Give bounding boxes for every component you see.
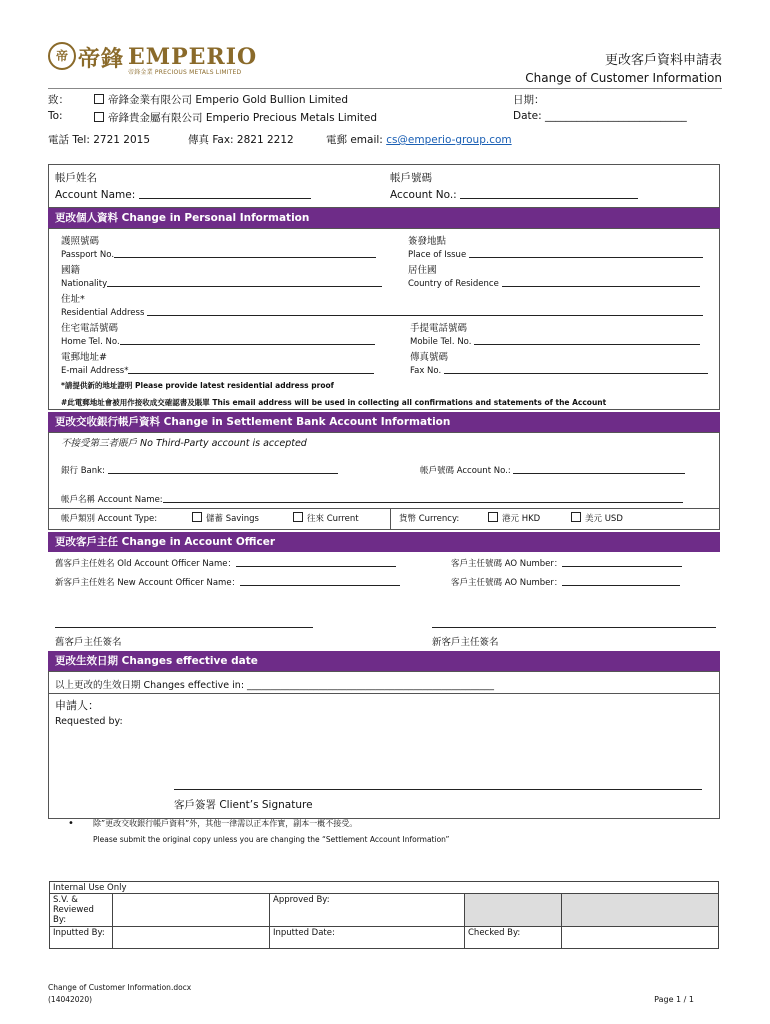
residence-cn: 居住國 (408, 265, 437, 276)
account-box (48, 164, 720, 208)
email-addr-field[interactable]: E-mail Address* (61, 364, 374, 376)
new-ao-number-field[interactable]: 客戶主任號碼 AO Number： (451, 576, 680, 588)
bank-type-separator (390, 508, 391, 530)
new-officer-field[interactable]: 新客戶主任姓名 New Account Officer Name： (55, 576, 400, 588)
address-proof-note: *請提供新的地址證明 Please provide latest residential address proof (61, 381, 334, 390)
bullet-icon: • (68, 818, 74, 829)
logo-seal-icon: 帝 (48, 42, 76, 70)
company-logo (48, 40, 258, 80)
header-divider (48, 88, 722, 89)
footer-page: Page 1 / 1 (654, 995, 694, 1004)
approved-by-label: Approved By: (270, 894, 465, 927)
to-option-gold[interactable]: 帝鋒金業有限公司 Emperio Gold Bullion Limited (94, 92, 348, 107)
passport-cn: 護照號碼 (61, 236, 100, 247)
tel-text: 電話 Tel: 2721 2015 (48, 134, 151, 146)
issue-field[interactable]: Place of Issue (408, 248, 703, 260)
to-label-cn: 致： (48, 94, 69, 106)
inputted-by-label: Inputted By: (50, 927, 113, 949)
account-name-field[interactable]: Account Name: (55, 189, 311, 201)
personal-info-header: 更改個人資料 Change in Personal Information (48, 208, 720, 228)
hkd-checkbox[interactable] (488, 512, 498, 522)
savings-checkbox[interactable] (192, 512, 202, 522)
fax-text: 傳真 Fax: 2821 2212 (188, 134, 294, 146)
email-contact: 電郵 email: cs@emperio-group.com (326, 134, 512, 146)
usd-option[interactable]: 美元 USD (571, 512, 623, 524)
mobile-cn: 手提電話號碼 (410, 323, 468, 334)
logo-chinese: 帝鋒 (78, 47, 125, 72)
checked-by-cell[interactable] (562, 927, 719, 949)
logo-subtitle: 帝鋒金業 PRECIOUS METALS LIMITED (128, 69, 242, 76)
issue-cn: 簽發地點 (408, 236, 447, 247)
footer-filename: Change of Customer Information.docx (48, 983, 192, 992)
old-officer-signature-line[interactable] (55, 627, 313, 628)
approved-blank-cell-2 (562, 894, 719, 927)
account-name-cn: 帳戶姓名 (55, 172, 97, 184)
savings-option[interactable]: 儲蓄 Savings (192, 512, 259, 524)
client-signature-line[interactable] (174, 789, 702, 790)
date-field[interactable]: Date: ___________________________ (513, 110, 687, 122)
to-option-precious[interactable]: 帝鋒貴金屬有限公司 Emperio Precious Metals Limited (94, 110, 377, 125)
email-link[interactable]: cs@emperio-group.com (386, 134, 512, 146)
email-addr-cn: 電郵地址# (61, 352, 107, 363)
new-officer-signature-line[interactable] (432, 627, 716, 628)
internal-use-title: Internal Use Only (50, 882, 719, 894)
bank-account-name-field[interactable]: 帳戶名稱 Account Name: (61, 493, 683, 505)
nationality-field[interactable]: Nationality (61, 277, 382, 289)
officer-header: 更改客戶主任 Change in Account Officer (48, 532, 720, 552)
fax-no-cn: 傳真號碼 (410, 352, 449, 363)
third-party-note: 不接受第三者賬戶 No Third-Party account is accepted (61, 438, 307, 449)
to-label-en: To: (48, 110, 63, 122)
inputted-date-label: Inputted Date: (270, 927, 465, 949)
current-checkbox[interactable] (293, 512, 303, 522)
passport-field[interactable]: Passport No. (61, 248, 376, 260)
sv-reviewed-label: S.V. & Reviewed By: (50, 894, 113, 927)
checkbox-gold[interactable] (94, 94, 104, 104)
client-signature-label: 客戶簽署 Client’s Signature (174, 799, 313, 811)
requester-cn: 申請人： (55, 699, 99, 712)
remark-cn: 除”更改交收銀行帳戶資料”外，其他一律需以正本作實，副本一概不接受。 (93, 819, 358, 828)
checkbox-precious[interactable] (94, 112, 104, 122)
bank-account-no-field[interactable]: 帳戶號碼 Account No.: (420, 464, 685, 476)
bank-type-divider (48, 508, 720, 509)
currency-label: 貨幣 Currency: (399, 514, 460, 524)
footer-version: (14042020) (48, 995, 93, 1004)
old-ao-number-field[interactable]: 客戶主任號碼 AO Number： (451, 557, 682, 569)
effective-divider (48, 693, 720, 694)
effective-date-header: 更改生效日期 Changes effective date (48, 651, 720, 671)
bank-field[interactable]: 銀行 Bank: (61, 464, 338, 476)
checked-by-label: Checked By: (465, 927, 562, 949)
old-officer-field[interactable]: 舊客戶主任姓名 Old Account Officer Name： (55, 557, 396, 569)
hkd-option[interactable]: 港元 HKD (488, 512, 540, 524)
remark-en: Please submit the original copy unless you are changing the “Settlement Account Information” (93, 835, 450, 844)
old-officer-signature-label: 舊客戶主任簽名 (55, 637, 122, 648)
effective-date-field[interactable]: 以上更改的生效日期 Changes effective in: ____________________________________________________ (55, 680, 495, 691)
residence-field[interactable]: Country of Residence (408, 277, 700, 289)
home-tel-cn: 住宅電話號碼 (61, 323, 119, 334)
fax-no-field[interactable]: Fax No. (410, 364, 708, 376)
form-title-cn: 更改客戶資料申請表 (604, 53, 722, 68)
approved-blank-cell (465, 894, 562, 927)
mobile-field[interactable]: Mobile Tel. No. (410, 335, 700, 347)
address-field[interactable]: Residential Address (61, 306, 703, 318)
date-label-cn: 日期： (513, 94, 545, 106)
address-cn: 住址* (61, 294, 85, 305)
current-option[interactable]: 往來 Current (293, 512, 359, 524)
internal-use-table (49, 881, 719, 949)
inputted-by-cell[interactable] (113, 927, 270, 949)
usd-checkbox[interactable] (571, 512, 581, 522)
account-type-label: 帳戶類別 Account Type: (61, 514, 158, 524)
requester-en: Requested by: (55, 716, 123, 727)
bank-info-header: 更改交收銀行帳戶資料 Change in Settlement Bank Account Information (48, 412, 720, 432)
account-no-cn: 帳戶號碼 (390, 172, 432, 184)
email-usage-note: #此電郵地址會被用作接收成交確認書及賬單 This email address will be used in collecting all confirmations and statements of the Account (61, 398, 607, 407)
home-tel-field[interactable]: Home Tel. No. (61, 335, 375, 347)
logo-english: EMPERIO (128, 44, 258, 70)
sv-reviewed-cell[interactable] (113, 894, 270, 927)
account-no-field[interactable]: Account No.: (390, 189, 638, 201)
form-title-en: Change of Customer Information (525, 71, 722, 85)
nationality-cn: 國籍 (61, 265, 81, 276)
new-officer-signature-label: 新客戶主任簽名 (432, 637, 499, 648)
